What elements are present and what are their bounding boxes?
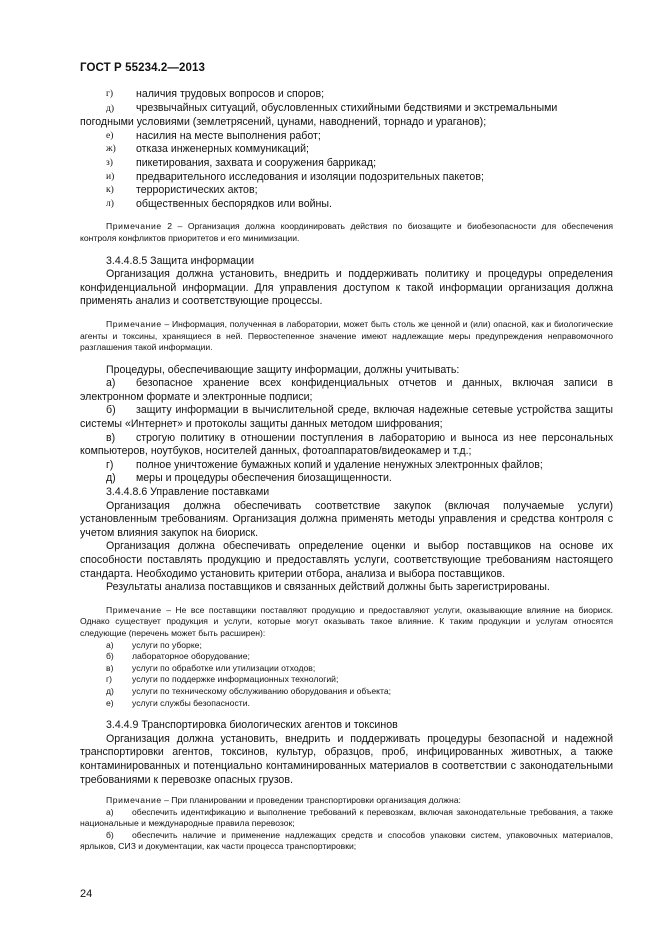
list-item: д) услуги по техническому обслуживанию оборудования и объекта;	[106, 685, 392, 696]
paragraph: Результаты анализа поставщиков и связанных действий должны быть зарегистрированы.	[106, 581, 550, 594]
note: Примечание – Не все поставщики поставляют продукцию и предоставляют услуги, оказывающие влияние на биориск. Однако существует продукция и услуги, которые могут оказывать такое влияние. К таким продукции и услугам относятся следующие (перечень может быть расширен):	[80, 604, 613, 638]
paragraph: Организация должна обеспечивать соответствие закупок (включая получаемые услуги) установленным требованиям. Организация должна применять методы управления и средства контроля с учетом влияния закупок на биориск.	[80, 499, 613, 539]
hazard-list	[80, 88, 613, 211]
list-item: и) предварительного исследования и изоляции подозрительных пакетов;	[106, 170, 484, 183]
list-item: а) безопасное хранение всех конфиденциальных отчетов и данных, включая записи в электронном формате и электронные подписи;	[80, 377, 613, 403]
section-heading-3-4-4-8-5: 3.4.4.8.5 Защита информации	[106, 254, 255, 267]
list-item: л) общественных беспорядков или войны.	[106, 197, 332, 210]
info-protection-list	[80, 377, 613, 486]
page-header: ГОСТ Р 55234.2—2013	[80, 62, 205, 74]
list-item: е) насилия на месте выполнения работ;	[106, 129, 321, 142]
page-content	[80, 88, 613, 853]
note: Примечание – При планировании и проведении транспортировки организация должна:	[106, 795, 461, 806]
section-heading-3-4-4-9: 3.4.4.9 Транспортировка биологических агентов и токсинов	[106, 719, 398, 732]
paragraph: Организация должна установить, внедрить и поддерживать политику и процедуры определения конфиденциальной информации. Для управления доступом к такой информации организация должна применять анализ и соответствующие процессы.	[80, 268, 613, 308]
page-number: 24	[80, 888, 93, 900]
paragraph: Процедуры, обеспечивающие защиту информации, должны учитывать:	[106, 363, 460, 376]
list-item: д) чрезвычайных ситуаций, обусловленных стихийными бедствиями и экстремальными погодными условиями (землетрясений, цунами, наводнений, торнадо и ураганов);	[80, 101, 558, 129]
list-item: к) террористических актов;	[106, 184, 258, 197]
paragraph: Организация должна обеспечивать определение оценки и выбор поставщиков на основе их способности поставлять продукцию и предоставлять услуги, соответствующие требованиям настоящего стандарта. Необходимо установить критерии отбора, анализа и выбора поставщиков.	[80, 540, 613, 580]
list-item: а) услуги по уборке;	[106, 639, 202, 650]
note: Примечание – Информация, полученная в лаборатории, может быть столь же ценной и (или) опасной, как и биологические агенты и токсины, хранящиеся в ней. Первостепенное значение имеют надлежащие меры предупреждения неправомочного разглашения такой информации.	[80, 318, 613, 353]
list-item: б) обеспечить наличие и применение надлежащих средств и способов упаковки систем, упаковочных материалов, ярлыков, СИЗ и документации, как части процесса транспортировки;	[80, 829, 613, 852]
list-item: ж) отказа инженерных коммуникаций;	[106, 143, 309, 156]
list-item: г) услуги по поддержке информационных технологий;	[106, 674, 339, 685]
list-item: в) услуги по обработке или утилизации отходов;	[106, 662, 316, 673]
paragraph: Организация должна установить, внедрить и поддерживать процедуры безопасной и надежной транспортировки агентов, токсинов, культур, образцов, проб, инфицированных животных, а также контаминированных и потенциально контаминированных материалов в соответствии с законодательными требованиями к перевозке опасных грузов.	[80, 732, 613, 786]
note-2: Примечание 2 – Организация должна координировать действия по биозащите и биобезопасности для обеспечения контроля конфликтов приоритетов и его минимизации.	[80, 221, 613, 243]
list-item: б) лабораторное оборудование;	[106, 651, 250, 662]
list-item: з) пикетирования, захвата и сооружения баррикад;	[106, 156, 377, 169]
list-item: е) услуги службы безопасности.	[106, 697, 250, 708]
transport-list	[80, 807, 613, 853]
list-item: г) наличия трудовых вопросов и споров;	[106, 88, 325, 100]
list-item: а) обеспечить идентификацию и выполнение требований к перевозкам, включая законодательные требования, а также национальные и международные правила перевозок;	[80, 806, 613, 829]
list-item: в) строгую политику в отношении поступления в лабораторию и выноса из нее персональных компьютеров, ноутбуков, носителей данных, фотоаппаратов/видеокамер и т.д.;	[80, 431, 613, 458]
section-heading-3-4-4-8-6: 3.4.4.8.6 Управление поставками	[106, 486, 270, 499]
list-item: б) защиту информации в вычислительной среде, включая надежные сетевые устройства защиты системы «Интернет» и протоколы защиты данных методом шифрования;	[80, 404, 613, 431]
list-item: д) меры и процедуры обеспечения биозащищенности.	[106, 472, 392, 485]
supplier-services-list	[80, 640, 613, 710]
list-item: г) полное уничтожение бумажных копий и удаление ненужных электронных файлов;	[106, 458, 543, 471]
